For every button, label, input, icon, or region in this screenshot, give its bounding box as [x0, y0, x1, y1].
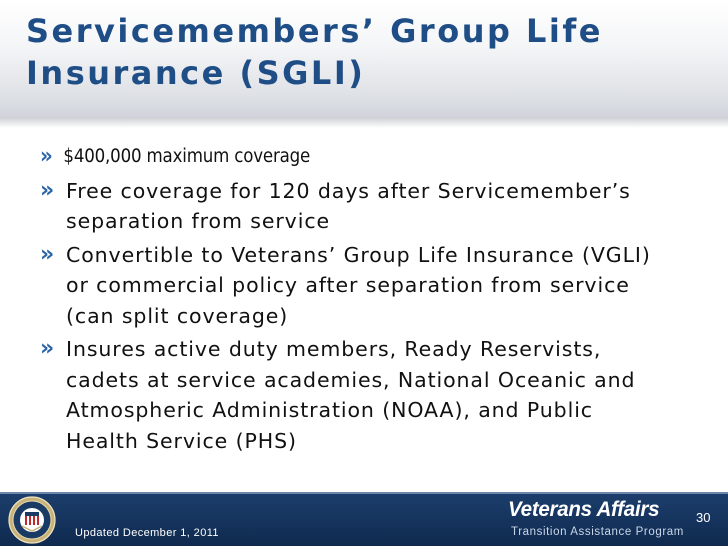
bullet-text-line: Health Service (PHS): [66, 428, 297, 453]
bullet-item: [40, 334, 712, 456]
bullet-text-line: Atmospheric Administration (NOAA), and Public: [66, 398, 593, 422]
chevron-bullet-icon: »: [40, 144, 53, 169]
bullet-item: [40, 142, 711, 173]
bullet-text-line: cadets at service academies, National Oceanic and: [66, 367, 636, 392]
bullet-text-line: (can split coverage): [66, 303, 289, 328]
bullet-item: [40, 176, 712, 237]
bullet-text-line: Free coverage for 120 days after Servicemember’s: [66, 178, 631, 203]
updated-date: Updated December 1, 2011: [75, 527, 219, 539]
bullet-text-line: Convertible to Veterans’ Group Life Insurance (VGLI): [66, 242, 651, 267]
veterans-affairs-logo: Veterans Affairs: [508, 498, 660, 521]
slide-title: [26, 10, 706, 94]
bullet-text-line: Insures active duty members, Ready Reservists,: [66, 337, 602, 361]
bullet-list: [40, 142, 712, 459]
title-shadow: [0, 118, 728, 128]
va-seal-icon: [8, 496, 56, 544]
footer-divider: [0, 492, 728, 494]
bullet-item: [40, 240, 712, 332]
page-number: 30: [696, 510, 711, 525]
chevron-bullet-icon: »: [40, 336, 55, 361]
slide-title-line-1: Servicemembers’ Group Life: [26, 12, 603, 50]
chevron-bullet-icon: »: [40, 177, 55, 203]
bullet-text-line: or commercial policy after separation from service: [66, 273, 630, 297]
slide-title-line-2: Insurance (SGLI): [26, 54, 366, 92]
bullet-text-line: separation from service: [66, 209, 330, 233]
program-name: Transition Assistance Program: [511, 526, 684, 538]
bullet-text: $400,000 maximum coverage: [63, 146, 311, 167]
chevron-bullet-icon: »: [40, 241, 55, 267]
